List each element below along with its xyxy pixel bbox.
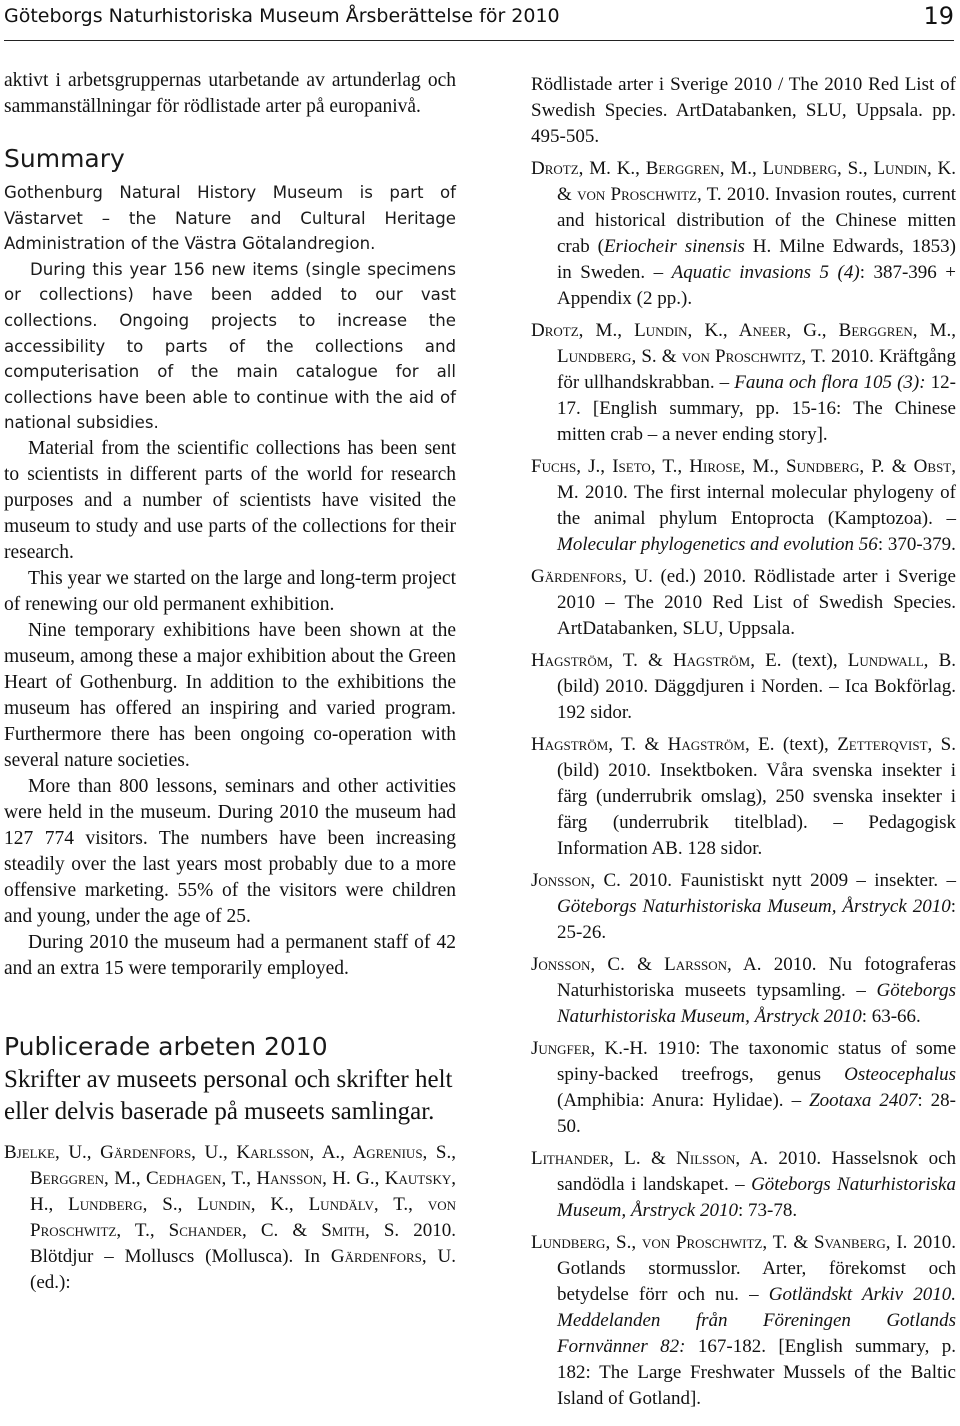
reference-journal: Gotländskt Arkiv 2010. Meddelanden från Föreningen Gotlands Fornvänner 82:: [557, 1284, 956, 1357]
reference-authors: Drotz, M. K., Berggren, M., Lundberg, S., Lundin, K. & von Proschwitz, T.: [531, 158, 956, 205]
running-header-title: Göteborgs Naturhistoriska Museum Årsberättelse för 2010: [4, 5, 560, 27]
reference-text: (text),: [774, 734, 838, 755]
reference-journal: Göteborgs Naturhistoriska Museum, Årstryck 2010: [557, 1174, 956, 1221]
reference-journal: Eriocheir sinensis: [603, 236, 745, 257]
reference-text: : 25-26.: [557, 896, 956, 943]
reference-journal: Zootaxa 2407: [809, 1090, 918, 1111]
reference-journal: Aquatic invasions 5 (4): [671, 262, 860, 283]
reference-text: 2010. The first internal molecular phylogeny of the animal phylum Entoprocta (Kamptozoa). –: [557, 482, 956, 529]
reference-entry: [531, 564, 956, 642]
reference-editor: Gärdenfors, U.: [330, 1245, 456, 1267]
left-column: [4, 68, 456, 1302]
reference-text: (Amphibia: Anura: Hylidae). –: [557, 1090, 810, 1111]
reference-text: : 73-78.: [738, 1200, 798, 1221]
reference-continuation: Rödlistade arter i Sverige 2010 / The 2010 Red List of Swedish Species. ArtDatabanken, SLU, Uppsala. pp. 495-505.: [531, 74, 956, 147]
reference-text: (text),: [781, 650, 848, 671]
reference-entry: [531, 1036, 956, 1140]
reference-entry: [531, 454, 956, 558]
reference-journal: Göteborgs Naturhistoriska Museum, Årstryck 2010: [557, 980, 956, 1027]
reference-text: (bild) 2010. Däggdjuren i Norden. – Ica Bokförlag. 192 sidor.: [557, 676, 956, 723]
reference-entry: [531, 952, 956, 1030]
reference-entry: [531, 648, 956, 726]
reference-authors: Hagström, T. & Hagström, E.: [531, 734, 775, 755]
reference-authors: Lundberg, S., von Proschwitz, T. & Svanberg, I.: [531, 1232, 908, 1253]
summary-paragraph: Gothenburg Natural History Museum is part of Västarvet – the Nature and Cultural Heritage Administration of the Västra Götalandregion.: [4, 183, 456, 254]
reference-authors: Gärdenfors, U.: [531, 566, 653, 587]
reference-text: 2010. Faunistiskt nytt 2009 – insekter. –: [620, 870, 956, 891]
reference-text: 1910: The taxonomic status of some spiny-backed treefrogs, genus: [557, 1038, 957, 1085]
reference-text: : 370-379.: [877, 534, 956, 555]
reference-entry: [531, 156, 956, 312]
reference-authors: Jonsson, C.: [531, 870, 621, 891]
reference-text: 2010. Nu fotograferas Naturhistoriska museets typsamling. –: [557, 954, 956, 1001]
reference-text: 2010. Gotlands stormusslor. Arter, förekomst och betydelse förr och nu. –: [557, 1232, 956, 1305]
reference-entry: [531, 1146, 956, 1224]
publications-heading: Publicerade arbeten 2010: [4, 1031, 328, 1061]
page-header: [4, 0, 954, 41]
right-column: [531, 72, 956, 1418]
reference-text: 2010. Kräftgång för ullhandskrabban. –: [557, 346, 956, 393]
reference-text: (ed.):: [30, 1271, 71, 1293]
reference-text: (ed.) 2010. Rödlistade arter i Sverige 2010 – The 2010 Red List of Swedish Species. ArtDatabanken, SLU, Uppsala.: [557, 566, 956, 639]
reference-authors: Drotz, M., Lundin, K., Aneer, G., Berggren, M., Lundberg, S. & von Proschwitz, T.: [531, 320, 956, 367]
reference-text: : 63-66.: [861, 1006, 921, 1027]
reference-entry: [531, 1230, 956, 1412]
reference-text: 2010. Blötdjur – Molluscs (Mollusca). In: [30, 1219, 456, 1267]
reference-list: [531, 156, 956, 1412]
body-paragraph: Nine temporary exhibitions have been shown at the museum, among these a major exhibition about the Green Heart of Gothenburg. In addition to the exhibitions the museum has offered an inspiring and varied program. Furthermore there has been ongoing co-operation with several nature societies.: [4, 619, 456, 771]
reference-text: 2010. Hasselsnok och sandödla i landskapet. –: [557, 1148, 957, 1195]
reference-entry: [531, 318, 956, 448]
reference-entry: [531, 732, 956, 862]
reference-entry: [4, 1140, 456, 1296]
reference-text: : 387-396 + Appendix (2 pp.).: [557, 262, 956, 309]
publications-subheading: Skrifter av museets personal och skrifter helt eller delvis baserade på museets samlingar.: [4, 1065, 453, 1125]
summary-paragraph: During this year 156 new items (single specimens or collections) have been added to our vast collections. Ongoing projects to increase the accessibility to parts of the collections and computerisation of the main catalogue for all collections have been able to continue with the aid of national subsidies.: [4, 259, 456, 433]
reference-authors: Lundwall, B.: [847, 650, 957, 671]
reference-authors: Jonsson, C. & Larsson, A.: [531, 954, 762, 975]
reference-authors: Lithander, L. & Nilsson, A.: [531, 1148, 769, 1169]
reference-text: H. Milne Edwards, 1853) in Sweden. –: [557, 236, 956, 283]
body-paragraph: Material from the scientific collections has been sent to scientists in different parts of the world for research purposes and a number of scientists have visited the museum to study and use parts of the collections for their research.: [4, 437, 456, 563]
reference-authors: Zetterqvist, S.: [837, 734, 956, 755]
reference-journal: Molecular phylogenetics and evolution 56: [557, 534, 878, 555]
reference-text: : 28-50.: [557, 1090, 957, 1137]
reference-journal: Göteborgs Naturhistoriska Museum, Årstryck 2010: [557, 896, 951, 917]
body-paragraph: More than 800 lessons, seminars and other activities were held in the museum. During 2010 the museum had 127 774 visitors. The numbers have been increasing steadily over the last years most probably due to a more offensive marketing. 55% of the visitors were children and young, under the age of 25.: [4, 775, 456, 927]
reference-authors: Hagström, T. & Hagström, E.: [531, 650, 782, 671]
intro-paragraph: aktivt i arbetsgruppernas utarbetande av artunderlag och sammanställningar för rödlistade arter på europanivå.: [4, 70, 456, 117]
reference-authors: Fuchs, J., Iseto, T., Hirose, M., Sundberg, P. & Obst, M.: [531, 456, 956, 503]
reference-entry: [531, 868, 956, 946]
page-number: 19: [923, 2, 954, 30]
reference-text: (bild) 2010. Insektboken. Våra svenska insekter i färg (underrubrik omslag), 250 svenska insekter i färg (underrubrik titelblad). – Pedagogisk Information AB. 128 sidor.: [557, 760, 956, 859]
reference-journal: Fauna och flora 105 (3):: [734, 372, 926, 393]
reference-text: 167-182. [English summary, p. 182: The Large Freshwater Mussels of the Baltic Island of Gotland].: [557, 1336, 956, 1409]
reference-text: 2010. Invasion routes, current and historical distribution of the Chinese mitten crab (: [557, 184, 956, 257]
reference-authors: Bjelke, U., Gärdenfors, U., Karlsson, A., Agrenius, S., Berggren, M., Cedhagen, T., Hansson, H. G., Kautsky, H., Lundberg, S., Lundin, K., Lundälv, T., von Proschwitz, T., Schander, C. & Smith, S.: [4, 1141, 456, 1241]
body-paragraph: During 2010 the museum had a permanent staff of 42 and an extra 15 were temporarily employed.: [4, 931, 456, 979]
reference-text: 12-17. [English summary, pp. 15-16: The Chinese mitten crab – a never ending story].: [557, 372, 956, 445]
reference-journal: Osteocephalus: [844, 1064, 956, 1085]
summary-heading: Summary: [4, 144, 125, 173]
body-paragraph: This year we started on the large and long-term project of renewing our old permanent exhibition.: [4, 567, 456, 615]
reference-authors: Jungfer, K.-H.: [531, 1038, 648, 1059]
